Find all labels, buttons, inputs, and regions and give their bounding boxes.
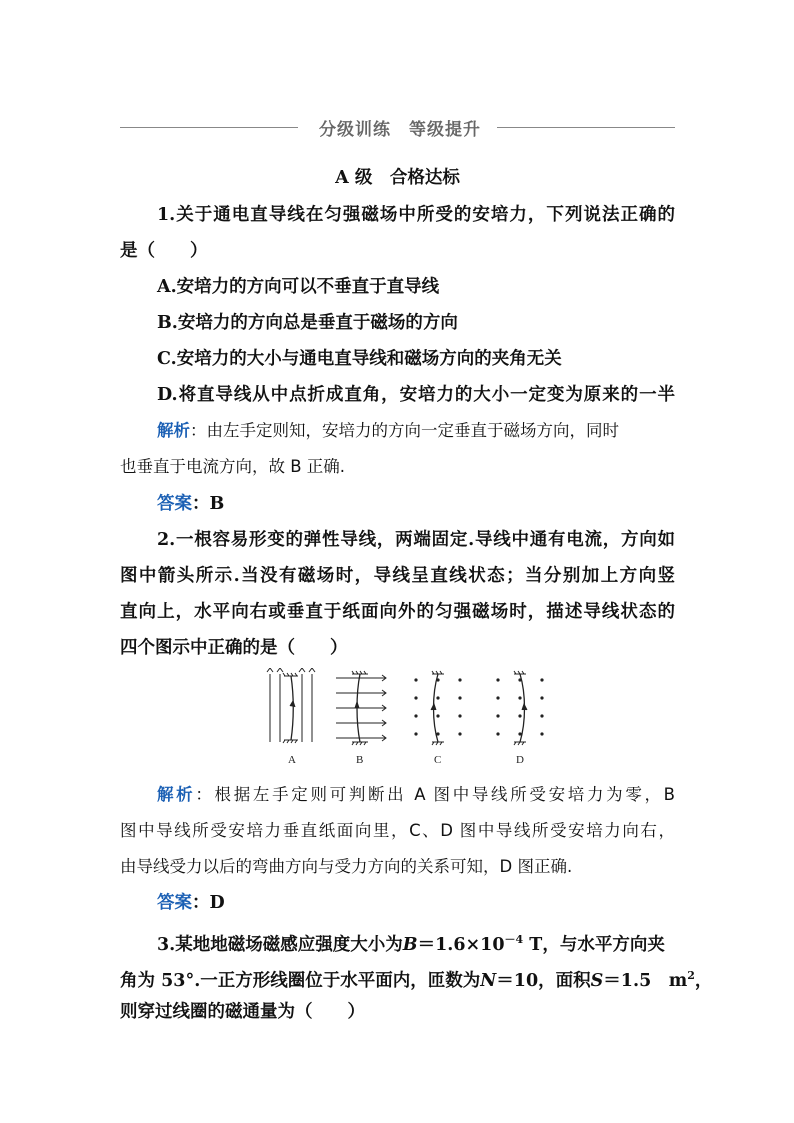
- q1-answer-value: ：B: [192, 494, 225, 514]
- q3-exponent-1: －4: [504, 933, 524, 946]
- q2-figure: [258, 668, 558, 772]
- q3-symbol-n: N: [480, 970, 497, 991]
- diagram-a: [267, 668, 315, 743]
- figure-label-b: B: [356, 754, 364, 766]
- q2-stem-line1: 2.一根容易形变的弹性导线，两端固定.导线中通有电流，方向如: [157, 530, 675, 550]
- q3-exponent-2: 2: [687, 969, 695, 982]
- q2-analysis-line1: [157, 782, 675, 808]
- q1-option-d: D.将直导线从中点折成直角，安培力的大小一定变为原来的一半: [157, 385, 675, 405]
- q3-text-6: ＝1.5 m: [603, 970, 688, 991]
- q1-option-b: B.安培力的方向总是垂直于磁场的方向: [157, 313, 458, 333]
- q3-stem-line1: [157, 927, 665, 958]
- q2-stem-line3: 直向上，水平向右或垂直于纸面向外的匀强磁场时，描述导线状态的: [120, 602, 675, 622]
- q1-analysis-line2: 也垂直于电流方向，故 B 正确.: [120, 457, 346, 476]
- level-heading: A 级 合格达标: [335, 168, 460, 188]
- banner-title: 分级训练 等级提升: [319, 120, 481, 140]
- banner-right-rule: [497, 127, 675, 128]
- q1-stem-line2: 是（ ）: [120, 241, 208, 261]
- q3-text-2: ＝1.6×10: [417, 934, 505, 955]
- q2-analysis-label: 解析: [157, 785, 196, 804]
- diagram-c: [414, 678, 461, 735]
- figure-label-c: C: [434, 754, 442, 766]
- q1-analysis-label: 解析: [157, 421, 190, 440]
- q2-answer-label: 答案: [157, 893, 192, 913]
- q3-stem-line2: [120, 963, 712, 994]
- q3-text-4: 角为 53°.一正方形线圈位于水平面内，匝数为: [120, 970, 481, 991]
- q1-option-a: A.安培力的方向可以不垂直于直导线: [157, 277, 440, 297]
- q3-text-3: T，与水平方向夹: [523, 934, 665, 955]
- q1-analysis-line1: [157, 418, 619, 444]
- q3-text-7: ，: [694, 970, 713, 991]
- q3-text-5: ＝10，面积: [496, 970, 591, 991]
- q2-stem-line2: 图中箭头所示.当没有磁场时，导线呈直线状态；当分别加上方向竖: [120, 566, 675, 586]
- q2-answer: [157, 890, 225, 916]
- diagram-d: [496, 678, 543, 735]
- q3-symbol-b: B: [402, 934, 418, 955]
- section-banner: [120, 113, 675, 143]
- q2-analysis-text: ：根据左手定则可判断出 A 图中导线所受安培力为零，B: [195, 785, 676, 804]
- diagram-b: [336, 671, 386, 745]
- banner-left-rule: [120, 127, 298, 128]
- q1-stem-line1: 1.关于通电直导线在匀强磁场中所受的安培力，下列说法正确的: [157, 205, 675, 225]
- q1-analysis-text: ：由左手定则知，安培力的方向一定垂直于磁场方向，同时: [190, 421, 619, 440]
- q2-diagrams-svg: [258, 668, 558, 772]
- figure-label-d: D: [516, 754, 524, 766]
- q1-answer: [157, 491, 224, 517]
- q2-analysis-line3: 由导线受力以后的弯曲方向与受力方向的关系可知，D 图正确.: [120, 857, 573, 876]
- q2-analysis-line2: 图中导线所受安培力垂直纸面向里，C、D 图中导线所受安培力向右，: [120, 821, 675, 840]
- q2-stem-line4: 四个图示中正确的是（ ）: [120, 638, 348, 658]
- q1-answer-label: 答案: [157, 494, 192, 514]
- q3-stem-line3: 则穿过线圈的磁通量为（ ）: [120, 1002, 365, 1022]
- q3-text-1: 3.某地地磁场磁感应强度大小为: [157, 934, 403, 955]
- q3-symbol-s: S: [590, 970, 604, 991]
- figure-label-a: A: [288, 754, 296, 766]
- q1-option-c: C.安培力的大小与通电直导线和磁场方向的夹角无关: [157, 349, 562, 369]
- q2-answer-value: ：D: [192, 893, 225, 913]
